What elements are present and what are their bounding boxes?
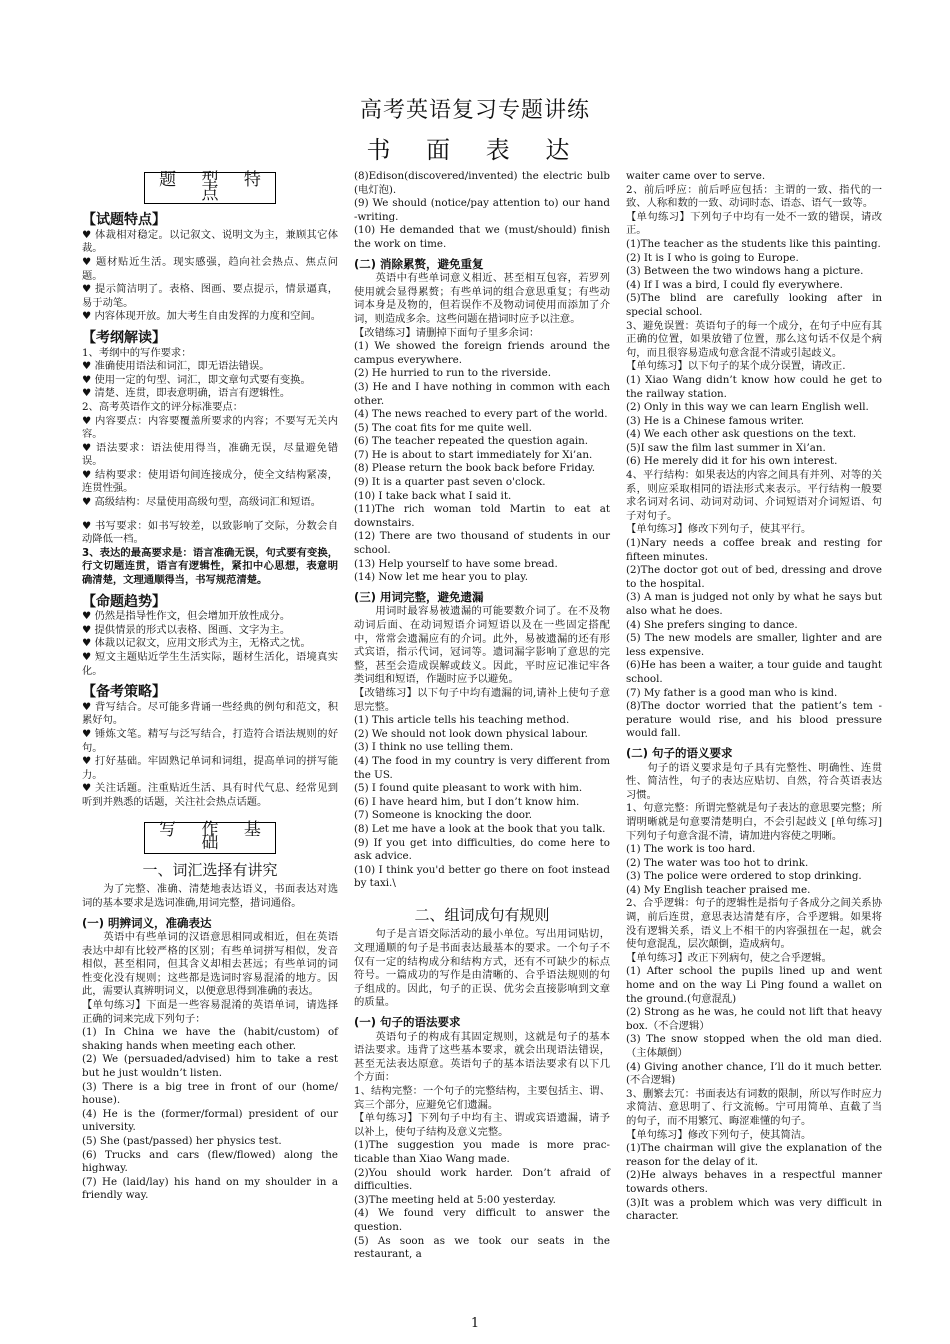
section-box-title: 题 型 特 点 xyxy=(144,172,276,204)
paragraph: (1)Nary needs a coffee break and resting for fifteen minutes. xyxy=(626,537,882,563)
paragraph: ♥ 高级结构：尽量使用高级句型，高级词汇和短语。 xyxy=(82,496,322,509)
paragraph: 1、结构完整：一个句子的完整结构，主要包括主、谓、宾三个部分，应避免它们遗漏。 xyxy=(354,1085,610,1111)
paragraph: (2) The water was too hot to drink. xyxy=(626,856,809,869)
paragraph: (9) If you get into difficulties, do come here to ask advice. xyxy=(354,836,610,863)
paragraph: 【单句练习】修改下列句子，使其平行。 xyxy=(626,523,812,536)
paragraph: (6) The teacher repeated the question again. xyxy=(354,435,589,448)
paragraph: (4) If I was a bird, I could fly everywhere. xyxy=(626,278,843,291)
paragraph: (2)He always behaves in a respectful manner towards others. xyxy=(626,1169,882,1195)
paragraph: (8)Edison(discovered/invented) the electric bulb (电灯泡). xyxy=(354,170,610,196)
paragraph: (5) I found quite pleasant to work with him. xyxy=(354,782,583,795)
paragraph: ♥ 准确使用语法和词汇，即无语法错误。 xyxy=(82,360,270,373)
column-middle xyxy=(354,170,610,1262)
paragraph: 4、平行结构：如果表达的内容之间具有并列、对等的关系，则应采取相同的语法形式来表示。平行结构一般要求名词对名词、动词对动词、介词短语对介词短语、句子对句子。 xyxy=(626,469,882,522)
paragraph: ♥ 结构要求：使用语句间连接成分，使全文结构紧凑，连贯性强。 xyxy=(82,468,338,495)
paragraph: 句子是言语交际活动的最小单位。写出用词贴切，文理通顺的句子是书面表达最基本的要求。一个句子不仅有一定的结构成分和结构方式，还有不可缺少的标点符号。一篇成功的写作是由清晰的、合乎语法规则的句子组成的。因此，句子的正误、优劣会直接影响到文章的质量。 xyxy=(354,928,610,1009)
paragraph: 【单句练习】改正下列病句，使之合乎逻辑。 xyxy=(626,951,832,964)
paragraph: (4) She prefers singing to dance. xyxy=(626,618,798,631)
paragraph: (1)The chairman will give the explanation of the reason for the delay of it. xyxy=(626,1142,882,1168)
paragraph: (8) Please return the book back before Friday. xyxy=(354,462,596,475)
paragraph: (2)You should work harder. Don’t afraid of difficulties. xyxy=(354,1166,610,1193)
paragraph: (10) I take back what I said it. xyxy=(354,489,512,502)
paragraph: ♥ 提示简洁明了。表格、图画、要点提示，情景逼真，易于动笔。 xyxy=(82,283,338,309)
paragraph: (3) He is a Chinese famous writer. xyxy=(626,414,805,427)
paragraph: (9) It is a quarter past seven o'clock. xyxy=(354,476,546,489)
paragraph: (1) In China we have the (habit/custom) of shaking hands when meeting each other. xyxy=(82,1026,338,1052)
document-title: 高考英语复习专题讲练 xyxy=(359,98,590,123)
section-heading: 【试题特点】 xyxy=(82,212,166,229)
paragraph: 【单句练习】修改下列句子，使其简洁。 xyxy=(626,1128,812,1141)
paragraph: (3) He and I have nothing in common with each other. xyxy=(354,380,610,407)
paragraph: (10) I think you'd better go there on foot instead by taxi.\ xyxy=(354,863,610,890)
spacer xyxy=(82,510,338,520)
paragraph: (5) As soon as we took our seats in the restaurant, a xyxy=(354,1234,610,1261)
paragraph: ♥ 语法要求：语法使用得当，准确无误，尽量避免错误。 xyxy=(82,441,338,468)
paragraph: ♥ 短文主题贴近学生生活实际，题材生活化，语境真实化。 xyxy=(82,651,338,677)
paragraph: (10) He demanded that we (must/should) finish the work on time. xyxy=(354,224,610,250)
paragraph: (4) My English teacher praised me. xyxy=(626,883,811,896)
subsection-heading: (二) 句子的语义要求 xyxy=(626,745,733,760)
paragraph: (4) The news reached to every part of the world. xyxy=(354,408,608,421)
paragraph: (7) My father is a good man who is kind. xyxy=(626,686,838,699)
subsection-heading: (一) 句子的语法要求 xyxy=(354,1015,461,1030)
document-subtitle: 书 面 表 达 xyxy=(366,136,584,164)
subsection-heading: (二) 消除累赘，避免重复 xyxy=(354,256,484,271)
paragraph: (3) I think no use telling them. xyxy=(354,741,514,754)
section-box-title: 写 作 基 础 xyxy=(144,822,276,854)
paragraph: (7) He (laid/lay) his hand on my shoulder in a friendly way. xyxy=(82,1175,338,1202)
paragraph: 1、句意完整：所谓完整就是句子表达的意思要完整；所谓明晰就是句意要清楚明白，不会引起歧义 [单句练习] 下列句子句意含混不清，请加进内容使之明晰。 xyxy=(626,802,882,842)
paragraph: (2)The doctor got out of bed, dressing and drove to the hospital. xyxy=(626,564,882,590)
paragraph: (8)The doctor worried that the patient’s tem -perature would rise, and his blood pressure would fall. xyxy=(626,700,882,740)
paragraph: (14) Now let me hear you to play. xyxy=(354,571,528,584)
paragraph: 英语中有些单词的汉语意思相同或相近，但在英语表达中却有比较严格的区别；有些单词拼写相似，发音相似，甚至相同，但其含义却相去甚远；有些单词的词性变化没有规则；这些都是选词时容易混淆的地方。因此，需要认真辨明词义，以便意思得到准确的表达。 xyxy=(82,931,338,998)
paragraph: (4) We found very difficult to answer the question. xyxy=(354,1207,610,1233)
paragraph: 英语中有些单词意义相近、甚至相互包容，若罗列使用就会显得累赘；有些单词的组合意思重复；有些动词本身是及物的，但若误作不及物动词使用而添加了介词，则造成多余。这些问题在措词时应予以注意。 xyxy=(354,272,610,325)
paragraph: (5) The coat fits for me quite well. xyxy=(354,421,532,434)
paragraph: (1) We showed the foreign friends around the campus everywhere. xyxy=(354,340,610,366)
paragraph: (2) We should not look down physical labour. xyxy=(354,727,588,740)
paragraph: waiter came over to serve. xyxy=(626,170,766,182)
paragraph: (2) He hurried to run to the riverside. xyxy=(354,367,551,380)
paragraph: 句子的语义要求是句子具有完整性、明确性、连贯性、简洁性，句子的表达应贴切、自然，符合英语表达习惯。 xyxy=(626,761,882,801)
paragraph: (11)The rich woman told Martin to eat at downstairs. xyxy=(354,503,610,529)
paragraph: (4) He is the (former/formal) president of our university. xyxy=(82,1107,338,1134)
paragraph: (1)The suggestion you made is more prac- ticable than Xiao Wang made. xyxy=(354,1139,610,1165)
paragraph: ♥ 书写要求：如书写较差，以致影响了交际，分数会自动降低一档。 xyxy=(82,519,338,546)
paragraph: 【单句练习】下列句子中均有主、谓或宾语遗漏，请予以补上，使句子结构及意义完整。 xyxy=(354,1112,610,1138)
paragraph: (3)The meeting held at 5:00 yesterday. xyxy=(354,1193,556,1206)
subsection-heading: (三) 用词完整，避免遗漏 xyxy=(354,589,484,604)
paragraph: (3) Between the two windows hang a picture. xyxy=(626,265,864,278)
section-heading: 【命题趋势】 xyxy=(82,593,166,610)
chapter-heading: 二、组词成句有规则 xyxy=(414,905,550,924)
paragraph: (13) Help yourself to have some bread. xyxy=(354,557,558,570)
paragraph: ♥ 使用一定的句型、词汇，即文章句式要有变换。 xyxy=(82,373,311,386)
paragraph: ♥ 打好基础。牢固熟记单词和词组，提高单词的拼写能力。 xyxy=(82,755,338,781)
paragraph: ♥ 关注话题。注重贴近生活、具有时代气息、经常见到听到并熟悉的话题，关注社会热点话题。 xyxy=(82,782,338,808)
paragraph: (6) I have heard him, but I don’t know him. xyxy=(354,795,580,808)
paragraph: (4) The food in my country is very different from the US. xyxy=(354,754,610,781)
paragraph: ♥ 内容要点：内容要覆盖所要求的内容；不要写无关内容。 xyxy=(82,414,338,441)
paragraph: (3) The snow stopped when the old man died.（主体颠倒） xyxy=(626,1033,882,1059)
spacer xyxy=(354,891,610,901)
paragraph: 【改错练习】以下句子中均有遗漏的词,请补上使句子意思完整。 xyxy=(354,686,610,713)
paragraph: (12) There are two thousand of students in our school. xyxy=(354,530,610,557)
spacer xyxy=(82,810,338,820)
paragraph: (2) Strong as he was, he could not lift that heavy box.（不合逻辑） xyxy=(626,1006,882,1032)
column-left xyxy=(82,170,338,1203)
paragraph: ♥ 体裁以记叙文，应用文形式为主，无格式之忧。 xyxy=(82,637,311,650)
paragraph: ♥ 提供情景的形式以表格、图画、文字为主。 xyxy=(82,623,291,636)
paragraph: (4) Giving another chance, I’ll do it much better. (不合逻辑) xyxy=(626,1060,882,1087)
paragraph: (6) He merely did it for his own interest. xyxy=(626,455,838,468)
paragraph: 3、删繁去冗：书面表达有词数的限制，所以写作时应力求简洁、意思明了、行文流畅。宁可用简单、直截了当的句子，而不用繁冗、晦涩难懂的句子。 xyxy=(626,1087,882,1127)
paragraph: (5)I saw the film last summer in Xi’an. xyxy=(626,441,826,454)
paragraph: ♥ 内容体现开放。加大考生自由发挥的力度和空间。 xyxy=(82,310,322,323)
paragraph: (2) Only in this way we can learn English well. xyxy=(626,401,869,414)
paragraph: (9) We should (notice/pay attention to) our hand -writing. xyxy=(354,197,610,223)
paragraph: (1)The teacher as the students like this painting. xyxy=(626,237,881,250)
paragraph: 【单句练习】以下句子的某个成分误置，请改正. xyxy=(626,360,846,373)
paragraph: 1、考纲中的写作要求： xyxy=(82,346,192,359)
paragraph: (1) The work is too hard. xyxy=(626,843,756,856)
paragraph: ♥ 题材贴近生活。现实感强，趋向社会热点、焦点问题。 xyxy=(82,255,338,282)
paragraph: (5)The blind are carefully looking after in special school. xyxy=(626,292,882,318)
paragraph: (1) Xiao Wang didn’t know how could he get to the railway station. xyxy=(626,373,882,400)
paragraph: 3、避免误置：英语句子的每一个成分，在句子中应有其正确的位置，如果放错了位置，那么这句话不仅是个病句，而且很容易造成句意含混不清或引起歧义。 xyxy=(626,319,882,359)
paragraph: (4) We each other ask questions on the text. xyxy=(626,428,857,441)
paragraph: 【改错练习】请删掉下面句子里多余词： xyxy=(354,326,540,339)
section-heading: 【考纲解读】 xyxy=(82,329,166,346)
paragraph: 英语句子的构成有其固定规则，这就是句子的基本语法要求。违背了这些基本要求，就会出现语法错误，甚至无法表达原意。英语句子的基本语法要求有以下几个方面： xyxy=(354,1030,610,1084)
paragraph: (3) There is a big tree in front of our (home/ house). xyxy=(82,1080,338,1107)
subsection-heading: (一) 明辨词义，准确表达 xyxy=(82,915,212,930)
paragraph: 2、前后呼应：前后呼应包括：主谓的一致、指代的一致、人称和数的一致、动词时态、语态、语气一致等。 xyxy=(626,183,882,210)
paragraph: (5) She (past/passed) her physics test. xyxy=(82,1135,282,1147)
paragraph: 用词时最容易被遗漏的可能要数介词了。在不及物动词后面、在动词短语介词短语以及在一些固定搭配中，常常会遗漏应有的介词。此外，易被遗漏的还有形式宾语，指示代词，冠词等。遗词漏字影响了意思的完整，甚至会造成误解或歧义。因此，平时应记准记牢各类词组和短语，作题时应予以避免。 xyxy=(354,605,610,686)
paragraph: (2) We (persuaded/advised) him to take a rest but he just wouldn’t listen. xyxy=(82,1053,338,1080)
paragraph: (8) Let me have a look at the book that you talk. xyxy=(354,822,606,835)
paragraph: 【单句练习】下列句子中均有一处不一致的错误，请改正。 xyxy=(626,210,882,237)
section-heading: 【备考策略】 xyxy=(82,684,166,701)
paragraph: (6)He has been a waiter, a tour guide and taught school. xyxy=(626,659,882,685)
column-right xyxy=(626,170,882,1224)
paragraph: ♥ 体裁相对稳定。以记叙文、说明文为主，兼顾其它体裁。 xyxy=(82,228,338,255)
paragraph: (2) It is I who is going to Europe. xyxy=(626,251,799,264)
paragraph: ♥ 仍然是指导性作文，但会增加开放性成分。 xyxy=(82,610,291,623)
paragraph: 2、合乎逻辑：句子的逻辑性是指句子各成分之间关系协调，前后连贯，意思表达清楚有序，合乎逻辑。如果将没有逻辑关系，语义上不相干的内容强扭在一起，就会使句意混乱，层次颠倒，造成病句。 xyxy=(626,897,882,951)
chapter-heading: 一、词汇选择有讲究 xyxy=(142,860,278,879)
paragraph: 【单句练习】下面是一些容易混淆的英语单词，请选择正确的词来完成下列句子： xyxy=(82,999,338,1025)
paragraph: ♥ 锤炼文笔。精写与泛写结合，打造符合语法规则的好句。 xyxy=(82,727,338,754)
paragraph: (6) Trucks and cars (flew/flowed) along the highway. xyxy=(82,1148,338,1175)
paragraph: (7) He is about to start immediately for Xi’an. xyxy=(354,448,593,461)
paragraph: (1) After school the pupils lined up and went home and on the way Li Ping found a wallet on the ground.(句意混乱) xyxy=(626,965,882,1005)
paragraph: (7) Someone is knocking the door. xyxy=(354,809,533,822)
paragraph: ♥ 背写结合。尽可能多背诵一些经典的例句和范文，积累好句。 xyxy=(82,700,338,727)
paragraph: 2、高考英语作文的评分标准要点： xyxy=(82,400,244,413)
paragraph: (5) The new models are smaller, lighter and are less expensive. xyxy=(626,632,882,658)
paragraph: (3) A man is judged not only by what he says but also what he does. xyxy=(626,591,882,617)
paragraph: 为了完整、准确、清楚地表达语义，书面表达对选词的基本要求是选词准确,用词完整，措词通俗。 xyxy=(82,883,338,909)
paragraph-emphasis: 3、表达的最高要求是：语言准确无误，句式要有变换，行文切题连贯，语言有逻辑性，紧扣中心思想，表意明确清楚，文理通顺得当，书写规范清楚。 xyxy=(82,546,338,587)
paragraph: (3)It was a problem which was very difficult in character. xyxy=(626,1196,882,1223)
paragraph: ♥ 清楚、连贯，即表意明确，语言有逻辑性。 xyxy=(82,387,291,400)
paragraph: (3) The police were ordered to stop drinking. xyxy=(626,870,862,883)
paragraph: (1) This article tells his teaching method. xyxy=(354,714,570,727)
page-number: 1 xyxy=(470,1316,480,1331)
